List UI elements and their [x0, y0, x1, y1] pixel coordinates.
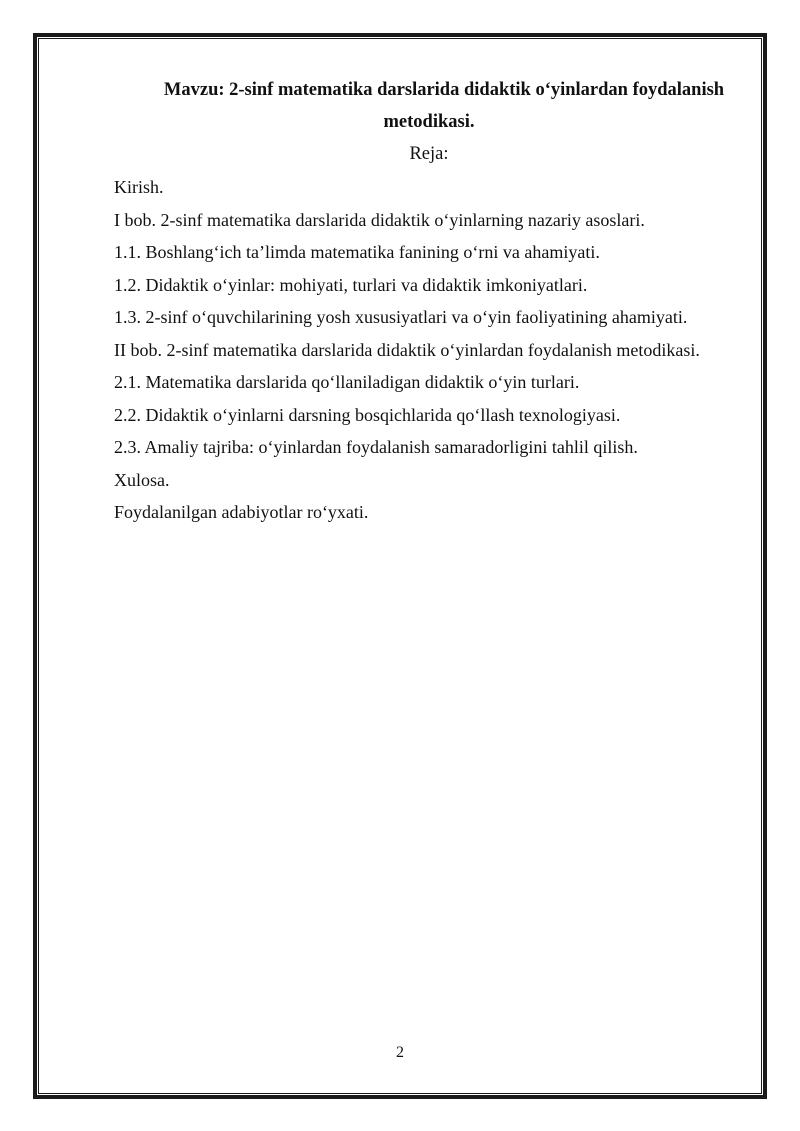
plan-item-introduction: Kirish. — [114, 177, 164, 197]
plan-item-2-1: 2.1. Matematika darslarida qo‘llaniladigan didaktik o‘yin turlari. — [114, 372, 580, 392]
plan-item-2-2: 2.2. Didaktik o‘yinlarni darsning bosqichlarida qo‘llash texnologiyasi. — [114, 404, 621, 425]
plan-item-chapter-1: I bob. 2-sinf matematika darslarida didaktik o‘yinlarning nazariy asoslari. — [114, 209, 645, 230]
page-number: 2 — [396, 1044, 404, 1061]
plan-item-1-3: 1.3. 2-sinf o‘quvchilarining yosh xususiyatlari va o‘yin faoliyatining ahamiyati. — [114, 307, 688, 327]
title-line-1: Mavzu: 2-sinf matematika darslarida didaktik o‘yinlardan foydalanish — [163, 80, 725, 100]
plan-item-2-3: 2.3. Amaliy tajriba: o‘yinlardan foydalanish samaradorligini tahlil qilish. — [114, 437, 638, 457]
plan-item-1-2: 1.2. Didaktik o‘yinlar: mohiyati, turlari va didaktik imkoniyatlari. — [114, 274, 588, 295]
plan-item-references: Foydalanilgan adabiyotlar ro‘yxati. — [114, 502, 369, 522]
plan-heading: Reja: — [409, 144, 449, 164]
plan-item-1-1: 1.1. Boshlang‘ich ta’limda matematika fanining o‘rni va ahamiyati. — [114, 242, 600, 262]
title-line-2: metodikasi. — [383, 112, 475, 132]
plan-item-chapter-2: II bob. 2-sinf matematika darslarida didaktik o‘yinlardan foydalanish metodikasi. — [114, 339, 700, 360]
plan-list — [114, 171, 754, 529]
document-title — [114, 74, 744, 138]
plan-item-conclusion: Xulosa. — [114, 469, 170, 490]
